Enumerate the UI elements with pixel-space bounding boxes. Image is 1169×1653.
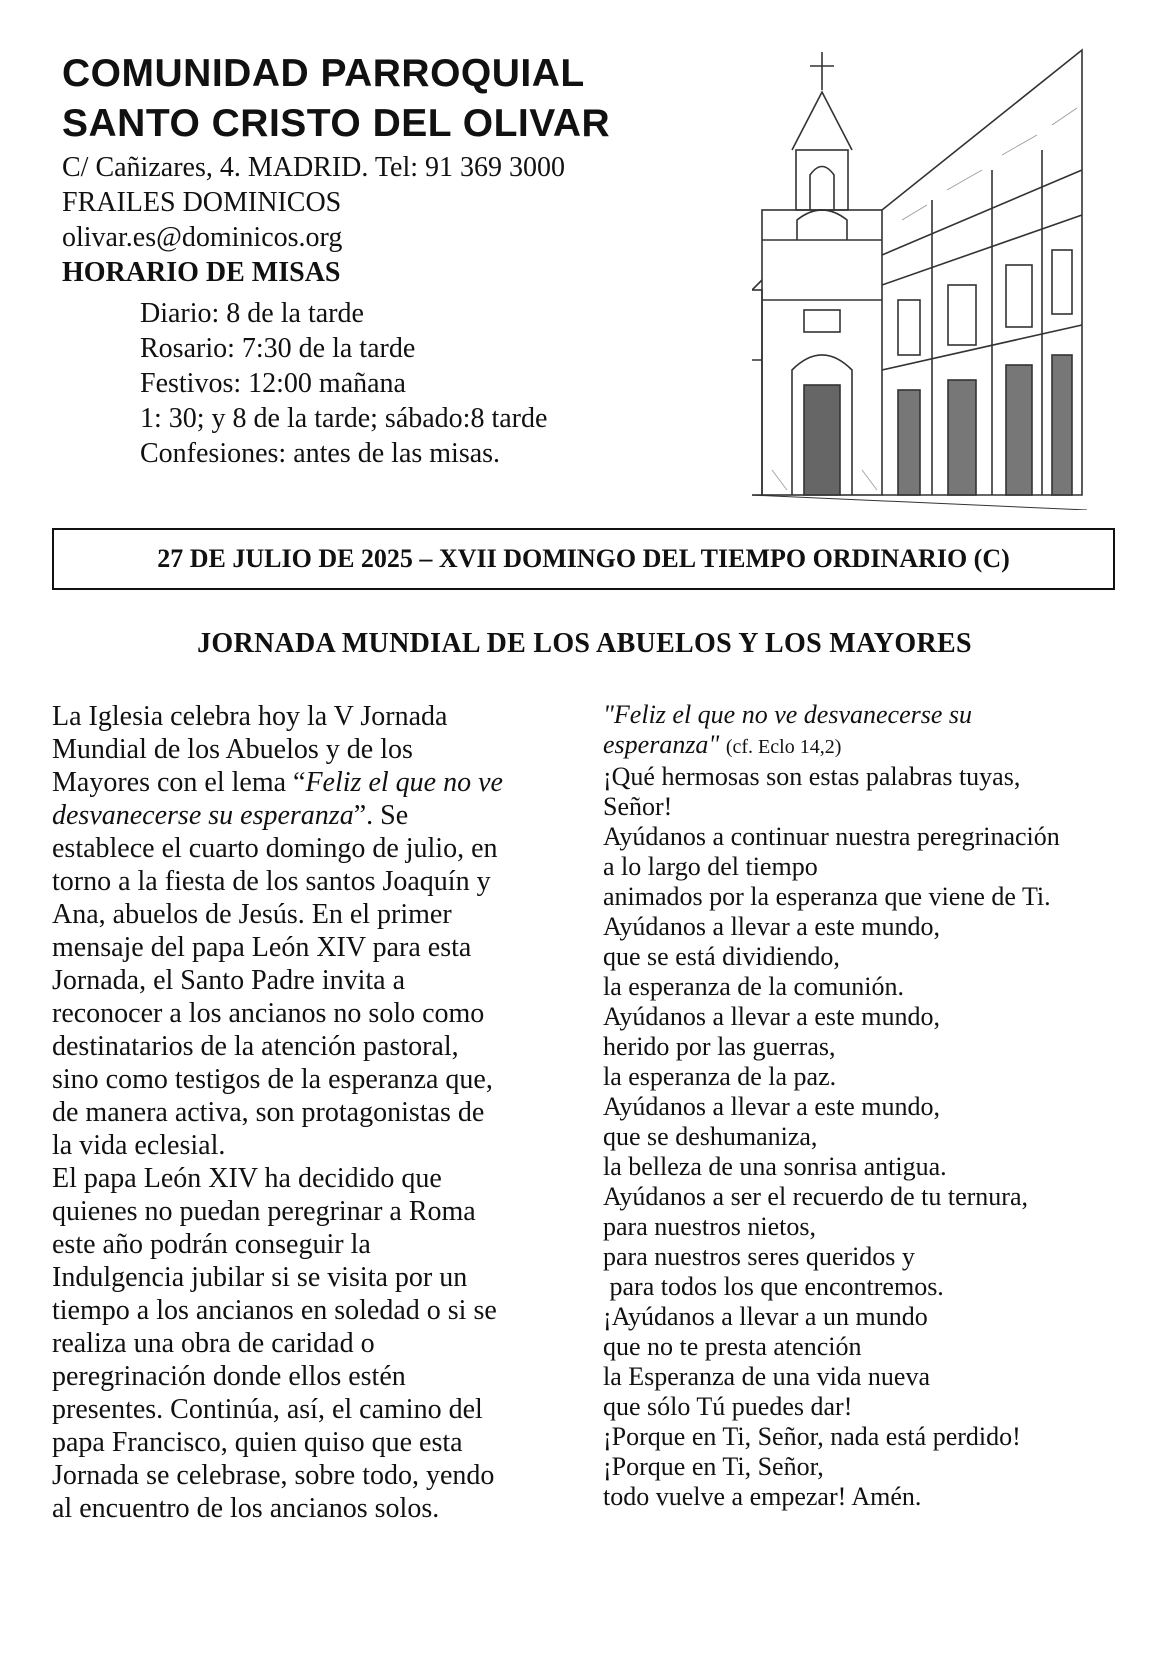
schedule-line: Diario: 8 de la tarde <box>140 298 364 329</box>
article-heading: JORNADA MUNDIAL DE LOS ABUELOS Y LOS MAYORES <box>197 628 972 659</box>
prayer-quote-line: "Feliz el que no ve desvanecerse su <box>603 700 973 729</box>
date-banner: 27 DE JULIO DE 2025 – XVII DOMINGO DEL TIEMPO ORDINARIO (C) <box>52 528 1115 590</box>
prayer-quote-line-2 <box>603 730 1123 762</box>
motto-italic: Feliz el que no ve <box>305 767 503 798</box>
text-line: reconocer a los ancianos no solo como <box>52 998 485 1029</box>
text-line: Mayores con el lema “Feliz el que no ve <box>52 767 503 798</box>
prayer-line: que sólo Tú puedes dar! <box>603 1392 853 1421</box>
prayer-citation: (cf. Eclo 14,2) <box>725 736 842 758</box>
text-line: este año podrán conseguir la <box>52 1229 371 1260</box>
prayer-line: para todos los que encontremos. <box>603 1272 944 1301</box>
order-name: FRAILES DOMINICOS <box>62 187 342 218</box>
schedule-line: Rosario: 7:30 de la tarde <box>140 333 416 364</box>
text-line: de manera activa, son protagonistas de <box>52 1097 485 1128</box>
text-line: establece el cuarto domingo de julio, en <box>52 833 498 864</box>
prayer-line: ¡Qué hermosas son estas palabras tuyas, <box>603 762 1021 791</box>
text-line: realiza una obra de caridad o <box>52 1328 375 1359</box>
prayer-column <box>603 700 1123 1512</box>
prayer-line: animados por la esperanza que viene de Ti. <box>603 882 1051 911</box>
text-line: Indulgencia jubilar si se visita por un <box>52 1262 468 1293</box>
text-line: Mundial de los Abuelos y de los <box>52 734 413 765</box>
prayer-quote-text: esperanza" <box>603 730 720 759</box>
schedule-line: 1: 30; y 8 de la tarde; sábado:8 tarde <box>140 403 548 434</box>
church-facade-drawing-icon <box>752 40 1092 510</box>
text-line: sino como testigos de la esperanza que, <box>52 1064 493 1095</box>
prayer-line: ¡Ayúdanos a llevar a un mundo <box>603 1302 928 1331</box>
text-line: El papa León XIV ha decidido que <box>52 1163 442 1194</box>
text-line: papa Francisco, quien quiso que esta <box>52 1427 463 1458</box>
prayer-line: a lo largo del tiempo <box>603 852 818 881</box>
text-line: tiempo a los ancianos en soledad o si se <box>52 1295 497 1326</box>
text-line: Jornada, el Santo Padre invita a <box>52 965 406 996</box>
prayer-line: Ayúdanos a llevar a este mundo, <box>603 912 940 941</box>
prayer-line: Ayúdanos a continuar nuestra peregrinación <box>603 822 1060 851</box>
text-line: Ana, abuelos de Jesús. En el primer <box>52 899 452 930</box>
article-left-column <box>52 700 572 1525</box>
prayer-line: la belleza de una sonrisa antigua. <box>603 1152 947 1181</box>
text-line: peregrinación donde ellos estén <box>52 1361 406 1392</box>
prayer-line: la Esperanza de una vida nueva <box>603 1362 931 1391</box>
prayer-line: Señor! <box>603 792 673 821</box>
schedule-heading: HORARIO DE MISAS <box>62 257 341 288</box>
mass-schedule <box>140 296 547 471</box>
text-line: torno a la fiesta de los santos Joaquín y <box>52 866 491 897</box>
prayer-line: ¡Porque en Ti, Señor, nada está perdido! <box>603 1422 1021 1451</box>
prayer-line: la esperanza de la paz. <box>603 1062 837 1091</box>
text-line: mensaje del papa León XIV para esta <box>52 932 472 963</box>
parish-info <box>62 150 565 290</box>
text-line: destinatarios de la atención pastoral, <box>52 1031 459 1062</box>
prayer-line: todo vuelve a empezar! Amén. <box>603 1482 922 1511</box>
parish-title-line2: SANTO CRISTO DEL OLIVAR <box>62 102 611 145</box>
prayer-line: para nuestros nietos, <box>603 1212 817 1241</box>
motto-italic: desvanecerse su esperanza <box>52 800 354 831</box>
text-line: presentes. Continúa, así, el camino del <box>52 1394 483 1425</box>
text-line: desvanecerse su esperanza”. Se <box>52 800 409 831</box>
text-line: La Iglesia celebra hoy la V Jornada <box>52 701 448 732</box>
prayer-line: Ayúdanos a llevar a este mundo, <box>603 1092 940 1121</box>
prayer-line: la esperanza de la comunión. <box>603 972 905 1001</box>
prayer-line: Ayúdanos a llevar a este mundo, <box>603 1002 940 1031</box>
text-line: quienes no puedan peregrinar a Roma <box>52 1196 476 1227</box>
address: C/ Cañizares, 4. MADRID. Tel: 91 369 3000 <box>62 152 566 183</box>
text-line: Jornada se celebrase, sobre todo, yendo <box>52 1460 495 1491</box>
prayer-line: que no te presta atención <box>603 1332 862 1361</box>
prayer-line: para nuestros seres queridos y <box>603 1242 915 1271</box>
prayer-line: Ayúdanos a ser el recuerdo de tu ternura, <box>603 1182 1028 1211</box>
parish-title-line1: COMUNIDAD PARROQUIAL <box>62 52 585 95</box>
text-line: la vida eclesial. <box>52 1130 226 1161</box>
text-line: al encuentro de los ancianos solos. <box>52 1493 440 1524</box>
prayer-line: herido por las guerras, <box>603 1032 836 1061</box>
schedule-line: Festivos: 12:00 mañana <box>140 368 406 399</box>
schedule-line: Confesiones: antes de las misas. <box>140 438 501 469</box>
prayer-line: ¡Porque en Ti, Señor, <box>603 1452 824 1481</box>
prayer-line: que se está dividiendo, <box>603 942 840 971</box>
email[interactable]: olivar.es@dominicos.org <box>62 222 343 253</box>
prayer-line: que se deshumaniza, <box>603 1122 818 1151</box>
